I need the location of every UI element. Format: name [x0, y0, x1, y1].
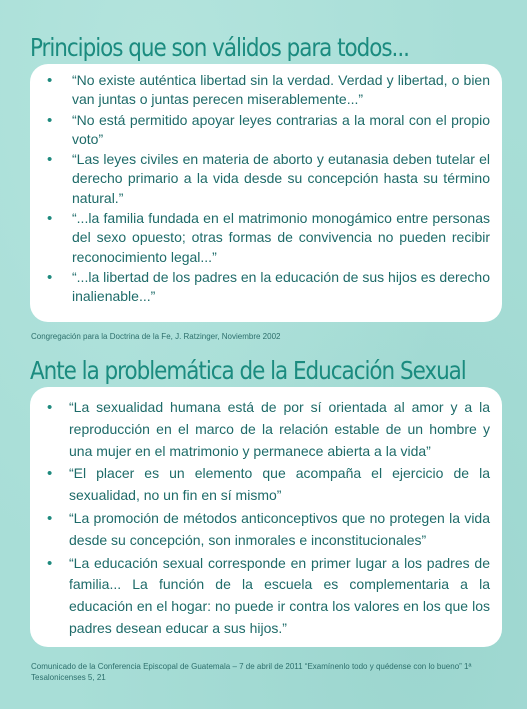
quote-text: “Las leyes civiles en materia de aborto y eutanasia deben tutelar el derecho primario a la vida desde su concepción hasta su término natural.” [72, 151, 490, 206]
bullet-icon: • [47, 210, 53, 228]
quote-text: “No está permitido apoyar leyes contrarias a la moral con el propio voto” [72, 111, 490, 147]
quote-text: “La sexualidad humana está de por sí orientada al amor y a la reproducción en el marco de la relación estable de un hombre y una mujer en el matrimonio y permanece abierta a la vida” [69, 399, 490, 459]
bullet-icon: • [47, 72, 53, 89]
bullet-icon: • [47, 465, 53, 483]
bullet-icon: • [47, 399, 53, 416]
quote-text: “...la libertad de los padres en la educación de sus hijos es derecho inalienable...” [72, 268, 490, 305]
quote-text: “La promoción de métodos anticonceptivos que no protegen la vida desde su concepción, son inmorales e inconstitucionales” [69, 509, 490, 548]
quote-text: “La educación sexual corresponde en primer lugar a los padres de familia... La función de la escuela es complementaria a la educación en el hogar: no puede ir contra los valores en los que los padres desean educar a sus hijos.” [69, 554, 490, 636]
quote-text: “El placer es un elemento que acompaña el ejercicio de la sexualidad, no un fin en sí mismo” [69, 465, 490, 504]
section2-quote-list [30, 387, 502, 640]
quote-item [42, 508, 490, 552]
quote-item [42, 463, 490, 507]
section2-source-caption: Comunicado de la Conferencia Episcopal de Guatemala – 7 de abril de 2011 “Examínenlo todo y quédense con lo bueno” 1ª Tesalonicenses 5, 21 [31, 662, 472, 682]
section1-quote-list [30, 64, 502, 307]
quote-item [42, 111, 490, 150]
section1-source-caption: Congregación para la Doctrina de la Fe, J. Ratzinger, Noviembre 2002 [31, 332, 281, 341]
bullet-icon: • [47, 554, 53, 572]
section1-title: Principios que son válidos para todos... [30, 33, 409, 62]
quote-text: “No existe auténtica libertad sin la verdad. Verdad y libertad, o bien van juntas o juntas perecen miserablemente...” [72, 72, 490, 108]
quote-item [42, 397, 490, 462]
quote-item [42, 71, 490, 110]
quote-item [42, 209, 490, 267]
quote-item [42, 150, 490, 208]
section2-quotes-card [30, 387, 502, 647]
bullet-icon: • [47, 509, 53, 527]
section1-quotes-card [30, 64, 502, 322]
bullet-icon: • [47, 151, 53, 169]
bullet-icon: • [47, 268, 53, 286]
quote-item [42, 268, 490, 307]
quote-item [42, 553, 490, 640]
bullet-icon: • [47, 111, 53, 129]
section2-title: Ante la problemática de la Educación Sexual [30, 356, 466, 385]
quote-text: “...la familia fundada en el matrimonio monogámico entre personas del sexo opuesto; otras formas de convivencia no pueden recibir reconocimiento legal...” [72, 210, 490, 265]
